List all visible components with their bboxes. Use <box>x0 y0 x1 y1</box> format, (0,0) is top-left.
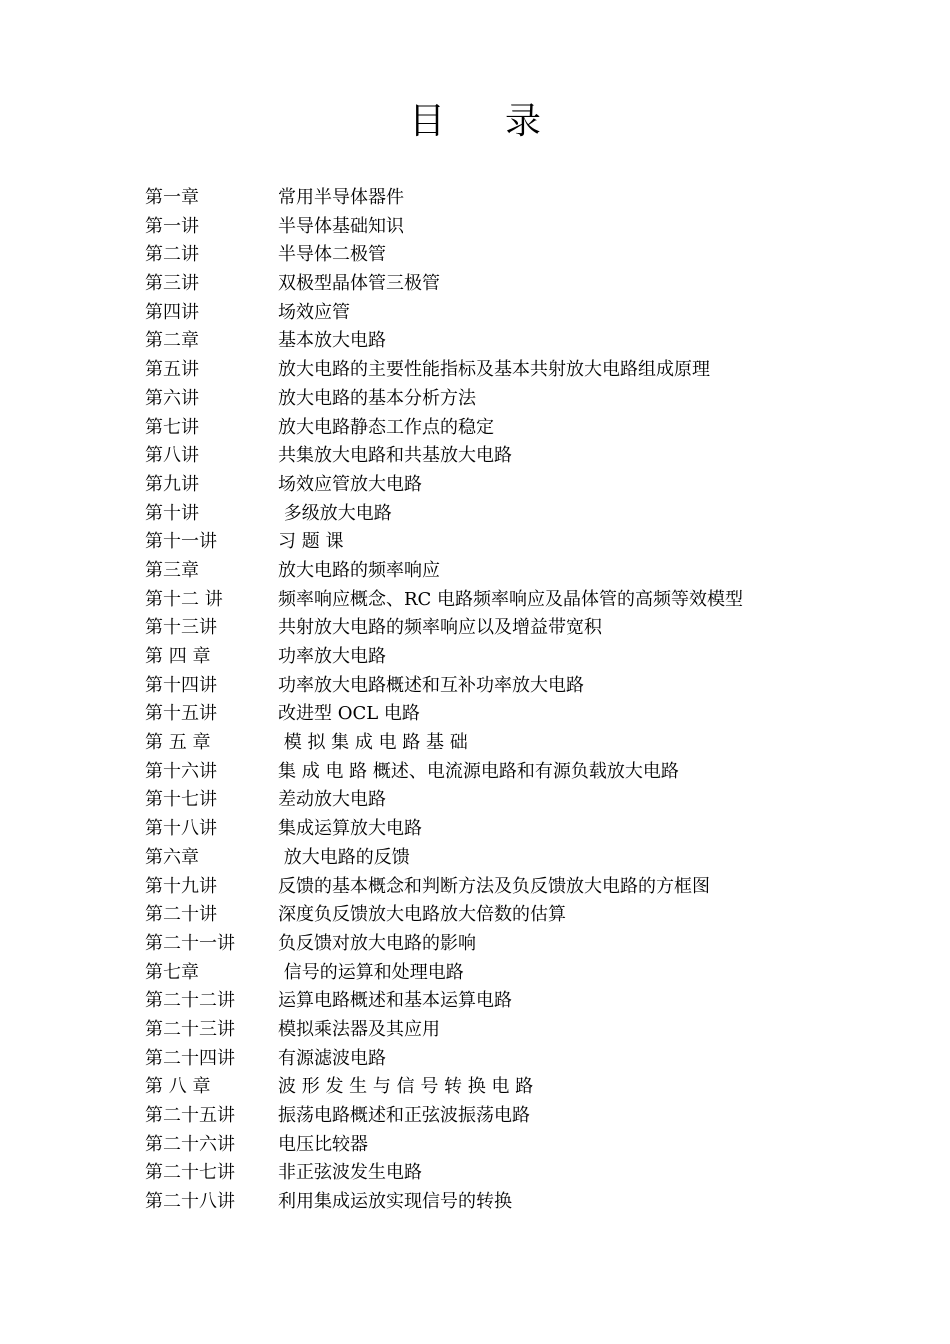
toc-entry <box>145 557 845 586</box>
toc-entry-title: 深度负反馈放大电路放大倍数的估算 <box>278 904 566 926</box>
toc-entry-title: 功率放大电路概述和互补功率放大电路 <box>278 674 584 696</box>
toc-entry <box>145 1188 845 1217</box>
toc-entry-label: 第二十二讲 <box>145 990 235 1012</box>
toc-entry-title: 半导体二极管 <box>278 244 386 266</box>
toc-entry-label: 第六讲 <box>145 387 199 409</box>
toc-entry <box>145 700 845 729</box>
toc-entry-title: 场效应管放大电路 <box>278 473 422 495</box>
toc-entry-label: 第十三讲 <box>145 617 217 639</box>
toc-entry-title: 反馈的基本概念和判断方法及负反馈放大电路的方框图 <box>278 875 710 897</box>
toc-entry <box>145 729 845 758</box>
toc-entry <box>145 643 845 672</box>
toc-entry <box>145 614 845 643</box>
toc-entry <box>145 356 845 385</box>
toc-entry-title: 模拟乘法器及其应用 <box>278 1018 440 1040</box>
toc-entry-label: 第二十讲 <box>145 904 217 926</box>
toc-entry-title: 频率响应概念、RC 电路频率响应及晶体管的高频等效模型 <box>278 588 744 610</box>
toc-entry <box>145 442 845 471</box>
toc-entry-label: 第二十八讲 <box>145 1191 235 1213</box>
toc-entry-title: 放大电路的反馈 <box>278 846 410 868</box>
toc-entry <box>145 241 845 270</box>
toc-entry <box>145 873 845 902</box>
table-of-contents <box>145 184 845 1217</box>
toc-entry-title: 放大电路静态工作点的稳定 <box>278 416 494 438</box>
toc-entry-label: 第二十一讲 <box>145 932 235 954</box>
toc-entry-title: 振荡电路概述和正弦波振荡电路 <box>278 1105 530 1126</box>
toc-entry-label: 第二十七讲 <box>145 1162 235 1184</box>
toc-entry-label: 第十六讲 <box>145 760 217 782</box>
toc-entry-label: 第十一讲 <box>145 531 217 553</box>
toc-entry-title: 习 题 课 <box>278 531 344 553</box>
toc-entry-label: 第一章 <box>145 187 199 208</box>
toc-entry <box>145 901 845 930</box>
toc-entry-title: 负反馈对放大电路的影响 <box>278 932 476 954</box>
toc-entry-title: 共集放大电路和共基放大电路 <box>278 445 512 467</box>
toc-entry <box>145 213 845 242</box>
toc-entry-label: 第十五讲 <box>145 703 217 725</box>
toc-entry-title: 场效应管 <box>278 301 350 323</box>
toc-entry-title: 运算电路概述和基本运算电路 <box>278 990 512 1012</box>
toc-entry-title: 电压比较器 <box>278 1133 368 1155</box>
toc-entry <box>145 299 845 328</box>
toc-entry-label: 第二十六讲 <box>145 1133 235 1155</box>
toc-entry-label: 第 八 章 <box>145 1076 211 1098</box>
toc-entry-title: 信号的运算和处理电路 <box>278 961 464 983</box>
toc-entry-label: 第七章 <box>145 961 199 983</box>
toc-entry-label: 第二十三讲 <box>145 1018 235 1040</box>
toc-entry-title: 集成运算放大电路 <box>278 818 422 840</box>
toc-entry-title: 有源滤波电路 <box>278 1047 386 1069</box>
toc-entry <box>145 1131 845 1160</box>
toc-entry-label: 第 四 章 <box>145 646 211 667</box>
toc-entry <box>145 184 845 213</box>
toc-entry-label: 第六章 <box>145 846 199 868</box>
toc-entry-title: 集 成 电 路 概述、电流源电路和有源负载放大电路 <box>278 760 679 782</box>
toc-entry-label: 第十七讲 <box>145 789 217 811</box>
toc-entry-title: 基本放大电路 <box>278 330 386 352</box>
toc-entry <box>145 987 845 1016</box>
toc-entry <box>145 1159 845 1188</box>
toc-entry-label: 第十四讲 <box>145 674 217 696</box>
toc-entry-label: 第四讲 <box>145 301 199 323</box>
toc-entry-label: 第三章 <box>145 559 199 581</box>
toc-entry-title: 常用半导体器件 <box>278 187 404 208</box>
toc-entry-title: 放大电路的频率响应 <box>278 559 440 581</box>
toc-entry-label: 第十八讲 <box>145 818 217 840</box>
toc-entry-label: 第七讲 <box>145 416 199 438</box>
toc-entry-title: 非正弦波发生电路 <box>278 1162 422 1184</box>
toc-entry <box>145 1073 845 1102</box>
toc-entry-label: 第二章 <box>145 330 199 352</box>
toc-entry-label: 第二十五讲 <box>145 1105 235 1126</box>
toc-entry <box>145 586 845 615</box>
toc-entry-label: 第八讲 <box>145 445 199 467</box>
toc-entry-label: 第二讲 <box>145 244 199 266</box>
toc-entry-label: 第 五 章 <box>145 732 211 754</box>
title-char-1: 目 <box>408 101 445 142</box>
toc-entry-title: 放大电路的基本分析方法 <box>278 387 476 409</box>
toc-entry-title: 模 拟 集 成 电 路 基 础 <box>278 732 468 754</box>
toc-entry-label: 第十讲 <box>145 502 199 524</box>
toc-entry <box>145 844 845 873</box>
toc-entry-label: 第十二 讲 <box>145 588 223 610</box>
toc-entry <box>145 672 845 701</box>
toc-entry <box>145 1016 845 1045</box>
toc-entry <box>145 1102 845 1131</box>
toc-entry-title: 差动放大电路 <box>278 789 386 811</box>
toc-entry-title: 放大电路的主要性能指标及基本共射放大电路组成原理 <box>278 359 710 381</box>
toc-entry <box>145 327 845 356</box>
toc-entry-title: 多级放大电路 <box>278 502 392 524</box>
toc-entry <box>145 959 845 988</box>
toc-entry <box>145 385 845 414</box>
toc-entry-title: 共射放大电路的频率响应以及增益带宽积 <box>278 617 602 639</box>
toc-entry-title: 改进型 OCL 电路 <box>278 703 420 725</box>
page-title <box>0 100 950 144</box>
toc-entry <box>145 786 845 815</box>
toc-entry-label: 第三讲 <box>145 273 199 295</box>
toc-entry-label: 第九讲 <box>145 473 199 495</box>
toc-entry <box>145 500 845 529</box>
toc-entry <box>145 471 845 500</box>
toc-entry <box>145 414 845 443</box>
toc-entry-title: 功率放大电路 <box>278 646 386 667</box>
toc-entry <box>145 815 845 844</box>
toc-entry-label: 第一讲 <box>145 215 199 237</box>
toc-entry <box>145 1045 845 1074</box>
toc-entry-label: 第十九讲 <box>145 875 217 897</box>
toc-entry-label: 第五讲 <box>145 359 199 381</box>
toc-entry-title: 波 形 发 生 与 信 号 转 换 电 路 <box>278 1076 534 1098</box>
toc-entry-label: 第二十四讲 <box>145 1047 235 1069</box>
toc-entry <box>145 758 845 787</box>
toc-entry-title: 利用集成运放实现信号的转换 <box>278 1191 512 1213</box>
toc-entry <box>145 270 845 299</box>
toc-entry-title: 双极型晶体管三极管 <box>278 273 440 295</box>
toc-entry-title: 半导体基础知识 <box>278 215 404 237</box>
toc-entry <box>145 930 845 959</box>
toc-entry <box>145 528 845 557</box>
title-char-2: 录 <box>505 101 542 142</box>
